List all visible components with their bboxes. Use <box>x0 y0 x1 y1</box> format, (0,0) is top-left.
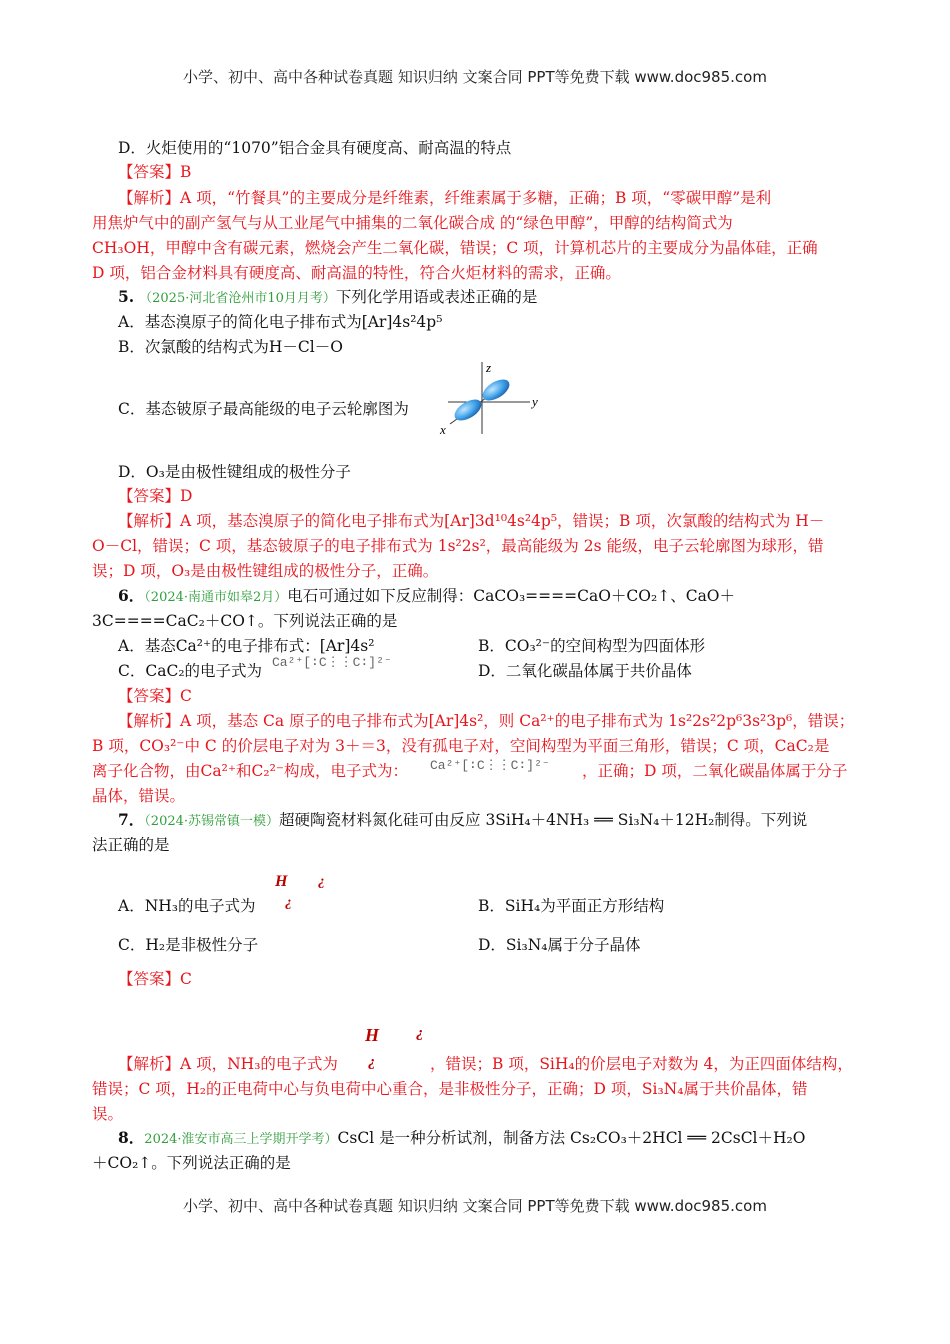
q6-analysis-1: 【解析】A 项，基态 Ca 原子的电子排布式为[Ar]4s²，则 Ca²⁺的电子排布式为 1s²2s²2p⁶3s²3p⁶，错误； <box>118 712 855 730</box>
q5-stem <box>118 286 537 310</box>
q5-option-c: C．基态铍原子最高能级的电子云轮廓图为 <box>118 400 409 418</box>
q4-analysis-1: 【解析】A 项，“竹餐具”的主要成分是纤维素，纤维素属于多糖，正确；B 项，“零碳甲醇”是利 <box>118 189 772 207</box>
q5-number: 5. <box>118 287 135 306</box>
q6-electron-formula-c: Ca²⁺[∶C⋮⋮C∶]²⁻ <box>272 655 392 670</box>
q8-source: 2024·淮安市高三上学期开学考） <box>144 1132 338 1147</box>
q6-stem-1 <box>118 585 735 609</box>
q7-answer: 【答案】C <box>118 970 192 988</box>
q7-analysis-glyph-h: H <box>365 1025 380 1045</box>
q7-analysis-2: 错误；C 项，H₂的正电荷中心与负电荷中心重合，是非极性分子，正确；D 项，Si₃N₄属于共价晶体，错 <box>92 1080 808 1098</box>
q7-analysis-glyph-i: ¿ <box>416 1025 424 1041</box>
q6-number: 6． <box>118 586 145 605</box>
q6-analysis-4: 晶体，错误。 <box>92 787 186 805</box>
q8-number: 8． <box>118 1128 145 1147</box>
q7-option-a-glyph-h: H <box>275 873 288 890</box>
q7-stem-text-1: 超硬陶瓷材料氮化硅可由反应 3SiH₄＋4NH₃ ══ Si₃N₄＋12H₂制得。下列说 <box>279 811 808 829</box>
q5-stem-text: 下列化学用语或表述正确的是 <box>335 288 538 306</box>
q7-option-d: D．Si₃N₄属于分子晶体 <box>478 936 641 954</box>
page-footer: 小学、初中、高中各种试卷真题 知识归纳 文案合同 PPT等免费下载 www.doc985.com <box>183 1197 767 1215</box>
q6-analysis-3b: ，正确；D 项，二氧化碳晶体属于分子 <box>582 762 848 780</box>
q5-option-d: D．O₃是由极性键组成的极性分子 <box>118 463 351 481</box>
q7-source: （2024·苏锡常镇一模） <box>144 814 280 829</box>
q5-analysis-3: 误；D 项，O₃是由极性键组成的极性分子，正确。 <box>92 562 439 580</box>
axis-y-label: y <box>532 394 538 409</box>
q6-analysis-2: B 项，CO₃²⁻中 C 的价层电子对为 3＋＝3，没有孤电子对，空间构型为平面三角形，错误；C 项，CaC₂是 <box>92 737 830 755</box>
axis-x-label: x <box>440 422 446 436</box>
q7-analysis-glyph-i2: ¿ <box>368 1054 376 1070</box>
q4-analysis-4: D 项，铝合金材料具有硬度高、耐高温的特性，符合火炬材料的需求，正确。 <box>92 264 621 282</box>
q7-option-b: B．SiH₄为平面正方形结构 <box>478 897 665 915</box>
page-header: 小学、初中、高中各种试卷真题 知识归纳 文案合同 PPT等免费下载 www.doc985.com <box>183 68 767 86</box>
q7-analysis-3: 误。 <box>92 1105 124 1123</box>
axis-z-label: z <box>486 360 492 375</box>
q7-option-c: C．H₂是非极性分子 <box>118 936 259 954</box>
q6-option-a: A．基态Ca²⁺的电子排布式：[Ar]4s² <box>118 637 375 655</box>
q6-analysis-3 <box>92 760 408 782</box>
q7-option-a: A．NH₃的电子式为 <box>118 897 256 915</box>
q6-option-c: C．CaC₂的电子式为 <box>118 662 263 680</box>
q6-analysis-3-text: 离子化合物，由Ca²⁺和C₂²⁻构成，电子式为： <box>92 762 408 780</box>
q7-option-a-glyph-i2: ¿ <box>285 895 292 910</box>
q6-answer: 【答案】C <box>118 687 192 705</box>
q7-stem-2: 法正确的是 <box>92 836 170 854</box>
q6-source: （2024·南通市如皋2月） <box>144 590 288 605</box>
q7-analysis-1b: ，错误；B 项，SiH₄的价层电子对数为 4，为正四面体结构， <box>430 1055 853 1073</box>
q8-stem-text-1: CsCl 是一种分析试剂，制备方法 Cs₂CO₃＋2HCl ══ 2CsCl＋H₂O <box>337 1129 806 1147</box>
q5-analysis-1: 【解析】A 项，基态溴原子的简化电子排布式为[Ar]3d¹⁰4s²4p⁵，错误；B 项，次氯酸的结构式为 H－ <box>118 512 825 530</box>
orbital-lobe-1 <box>451 395 485 424</box>
q5-source: （2025·河北省沧州市10月月考） <box>139 291 336 306</box>
q6-stem-2: 3C====CaC₂＋CO↑。下列说法正确的是 <box>92 612 398 630</box>
p-orbital-diagram <box>438 358 548 436</box>
q7-option-a-glyph-i: ¿ <box>318 874 325 889</box>
q4-analysis-3: CH₃OH，甲醇中含有碳元素，燃烧会产生二氧化碳，错误；C 项，计算机芯片的主要成分为晶体硅，正确 <box>92 239 818 257</box>
q5-answer: 【答案】D <box>118 487 193 505</box>
q6-option-b: B．CO₃²⁻的空间构型为四面体形 <box>478 637 706 655</box>
q8-stem-1 <box>118 1127 805 1151</box>
q7-analysis-1: 【解析】A 项，NH₃的电子式为 <box>118 1055 338 1073</box>
q6-electron-formula-analysis: Ca²⁺[∶C⋮⋮C∶]²⁻ <box>430 758 550 773</box>
q5-analysis-2: O－Cl，错误；C 项，基态铍原子的电子排布式为 1s²2s²，最高能级为 2s 能级，电子云轮廓图为球形，错 <box>92 537 824 555</box>
q5-option-b: B．次氯酸的结构式为H－Cl－O <box>118 338 343 356</box>
q7-stem-1 <box>118 809 807 833</box>
q4-analysis-2: 用焦炉气中的副产氢气与从工业尾气中捕集的二氧化碳合成 的“绿色甲醇”，甲醇的结构简式为 <box>92 214 733 232</box>
orbital-lobe-2 <box>479 375 513 404</box>
q4-option-d: D．火炬使用的“1070”铝合金具有硬度高、耐高温的特点 <box>118 139 512 157</box>
q6-option-d: D．二氧化碳晶体属于共价晶体 <box>478 662 692 680</box>
q8-stem-2: ＋CO₂↑。下列说法正确的是 <box>92 1154 291 1172</box>
q6-stem-text-1: 电石可通过如下反应制得：CaCO₃====CaO＋CO₂↑、CaO＋ <box>287 587 736 605</box>
q5-option-a: A．基态溴原子的简化电子排布式为[Ar]4s²4p⁵ <box>118 313 443 331</box>
q7-number: 7． <box>118 810 145 829</box>
q4-answer: 【答案】B <box>118 163 192 181</box>
